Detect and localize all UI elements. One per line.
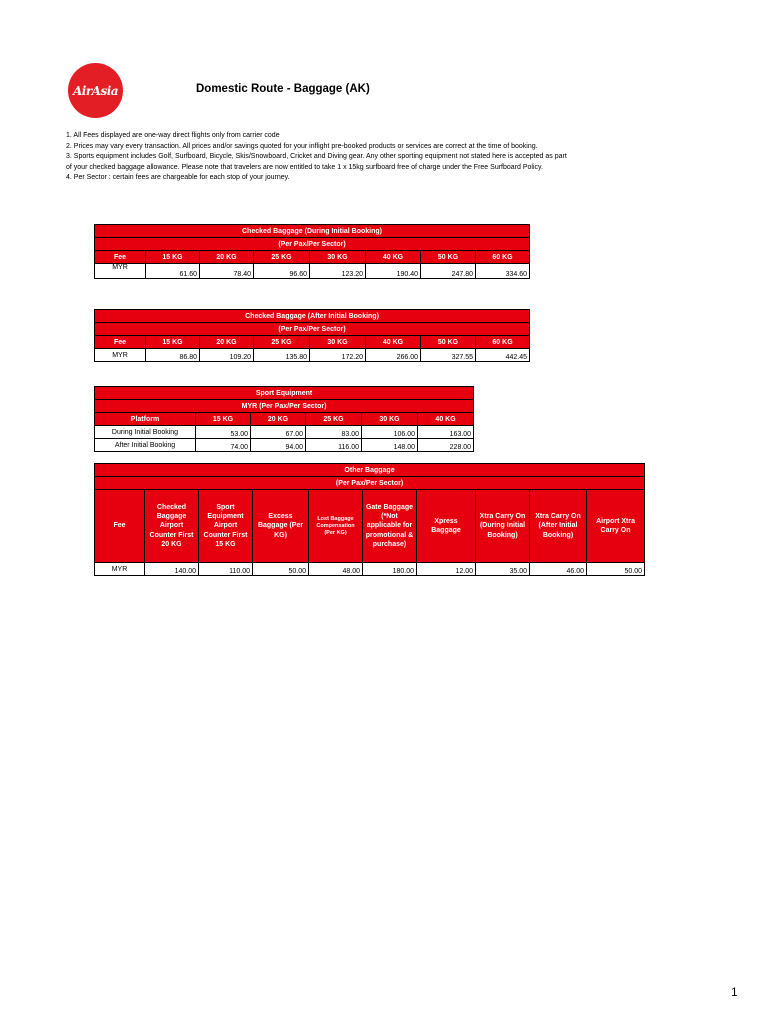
column-header: Airport Xtra Carry On: [587, 490, 645, 563]
logo-text: AirAsia: [72, 83, 119, 98]
column-header: 15 KG: [196, 413, 251, 426]
checked-baggage-after-table: [94, 309, 530, 362]
column-header: 25 KG: [254, 336, 310, 349]
page-number: 1: [731, 985, 738, 999]
cell: 86.80: [146, 349, 200, 362]
column-header: Excess Baggage (Per KG): [253, 490, 309, 563]
column-header: 20 KG: [251, 413, 306, 426]
table-subtitle: (Per Pax/Per Sector): [95, 238, 530, 251]
page-title: Domestic Route - Baggage (AK): [196, 83, 370, 95]
cell: 61.60: [146, 264, 200, 279]
cell: 116.00: [306, 439, 362, 452]
cell: 163.00: [418, 426, 474, 439]
notes: [66, 131, 666, 184]
cell: 172.20: [310, 349, 366, 362]
cell: 109.20: [200, 349, 254, 362]
column-header: 20 KG: [200, 336, 254, 349]
column-header: 25 KG: [254, 251, 310, 264]
note-line: 2. Prices may vary every transaction. All prices and/or savings quoted for your inflight pre-booked products or services are correct at the time of booking.: [66, 142, 538, 150]
cell: 67.00: [251, 426, 306, 439]
column-header: Gate Baggage (*Not applicable for promotional & purchase): [363, 490, 417, 563]
cell: 96.60: [254, 264, 310, 279]
cell: 83.00: [306, 426, 362, 439]
table-row: [95, 426, 474, 439]
table-row: [95, 264, 530, 279]
table-title: Checked Baggage (After Initial Booking): [95, 310, 530, 323]
table-row: [95, 439, 474, 452]
sport-equipment-table: [94, 386, 474, 452]
table-row: [95, 349, 530, 362]
cell: During Initial Booking: [95, 426, 196, 439]
column-header: 50 KG: [421, 251, 476, 264]
column-header: 30 KG: [362, 413, 418, 426]
cell: 78.40: [200, 264, 254, 279]
cell: 94.00: [251, 439, 306, 452]
table-row: [95, 563, 645, 576]
cell: 74.00: [196, 439, 251, 452]
cell: 228.00: [418, 439, 474, 452]
cell: 50.00: [587, 563, 645, 576]
cell: 46.00: [530, 563, 587, 576]
column-header: Sport Equipment Airport Counter First 15 KG: [199, 490, 253, 563]
column-header: Xpress Baggage: [417, 490, 476, 563]
column-header: 40 KG: [418, 413, 474, 426]
cell: 12.00: [417, 563, 476, 576]
cell: 247.80: [421, 264, 476, 279]
airasia-logo: [68, 63, 123, 118]
note-line: of your checked baggage allowance. Please note that travelers are now entitled to take 1 x 15kg surfboard free of charge under the Free Surfboard Policy.: [66, 163, 543, 171]
column-header: 60 KG: [476, 251, 530, 264]
column-header: Checked Baggage Airport Counter First 20 KG: [145, 490, 199, 563]
cell: 48.00: [309, 563, 363, 576]
column-header: 30 KG: [310, 336, 366, 349]
cell: 140.00: [145, 563, 199, 576]
note-line: 3. Sports equipment includes Golf, Surfboard, Bicycle, Skis/Snowboard, Cricket and Diving gear. Any other sporting equipment not stated here is accepted as part: [66, 153, 567, 160]
cell: 50.00: [253, 563, 309, 576]
column-header: Xtra Carry On (During Initial Booking): [476, 490, 530, 563]
column-header: 20 KG: [200, 251, 254, 264]
cell: MYR: [95, 349, 146, 362]
other-baggage-table: [94, 463, 645, 576]
column-header: 30 KG: [310, 251, 366, 264]
table-title: Checked Baggage (During Initial Booking): [95, 225, 530, 238]
cell: MYR: [95, 563, 145, 576]
column-header: Xtra Carry On (After Initial Booking): [530, 490, 587, 563]
cell: 327.55: [421, 349, 476, 362]
cell: 180.00: [363, 563, 417, 576]
cell: 106.00: [362, 426, 418, 439]
table-subtitle: (Per Pax/Per Sector): [95, 477, 645, 490]
cell: MYR: [95, 264, 146, 279]
cell: 35.00: [476, 563, 530, 576]
column-header: Fee: [95, 336, 146, 349]
column-header: 15 KG: [146, 251, 200, 264]
column-header: Fee: [95, 251, 146, 264]
checked-baggage-initial-table: [94, 224, 530, 279]
cell: 53.00: [196, 426, 251, 439]
column-header: Fee: [95, 490, 145, 563]
cell: After Initial Booking: [95, 439, 196, 452]
table-subtitle: (Per Pax/Per Sector): [95, 323, 530, 336]
column-header: Platform: [95, 413, 196, 426]
cell: 442.45: [476, 349, 530, 362]
note-line: 1. All Fees displayed are one-way direct flights only from carrier code: [66, 132, 280, 139]
column-header: Lost Baggage Compensation (Per KG): [309, 490, 363, 563]
table-subtitle: MYR (Per Pax/Per Sector): [95, 400, 474, 413]
column-header: 15 KG: [146, 336, 200, 349]
table-title: Other Baggage: [95, 464, 645, 477]
table-title: Sport Equipment: [95, 387, 474, 400]
column-header: 40 KG: [366, 336, 421, 349]
cell: 123.20: [310, 264, 366, 279]
column-header: 50 KG: [421, 336, 476, 349]
cell: 148.00: [362, 439, 418, 452]
column-header: 40 KG: [366, 251, 421, 264]
column-header: 25 KG: [306, 413, 362, 426]
cell: 110.00: [199, 563, 253, 576]
column-header: 60 KG: [476, 336, 530, 349]
cell: 334.60: [476, 264, 530, 279]
cell: 266.00: [366, 349, 421, 362]
note-line: 4. Per Sector : certain fees are chargeable for each stop of your journey.: [66, 174, 290, 181]
cell: 190.40: [366, 264, 421, 279]
cell: 135.80: [254, 349, 310, 362]
